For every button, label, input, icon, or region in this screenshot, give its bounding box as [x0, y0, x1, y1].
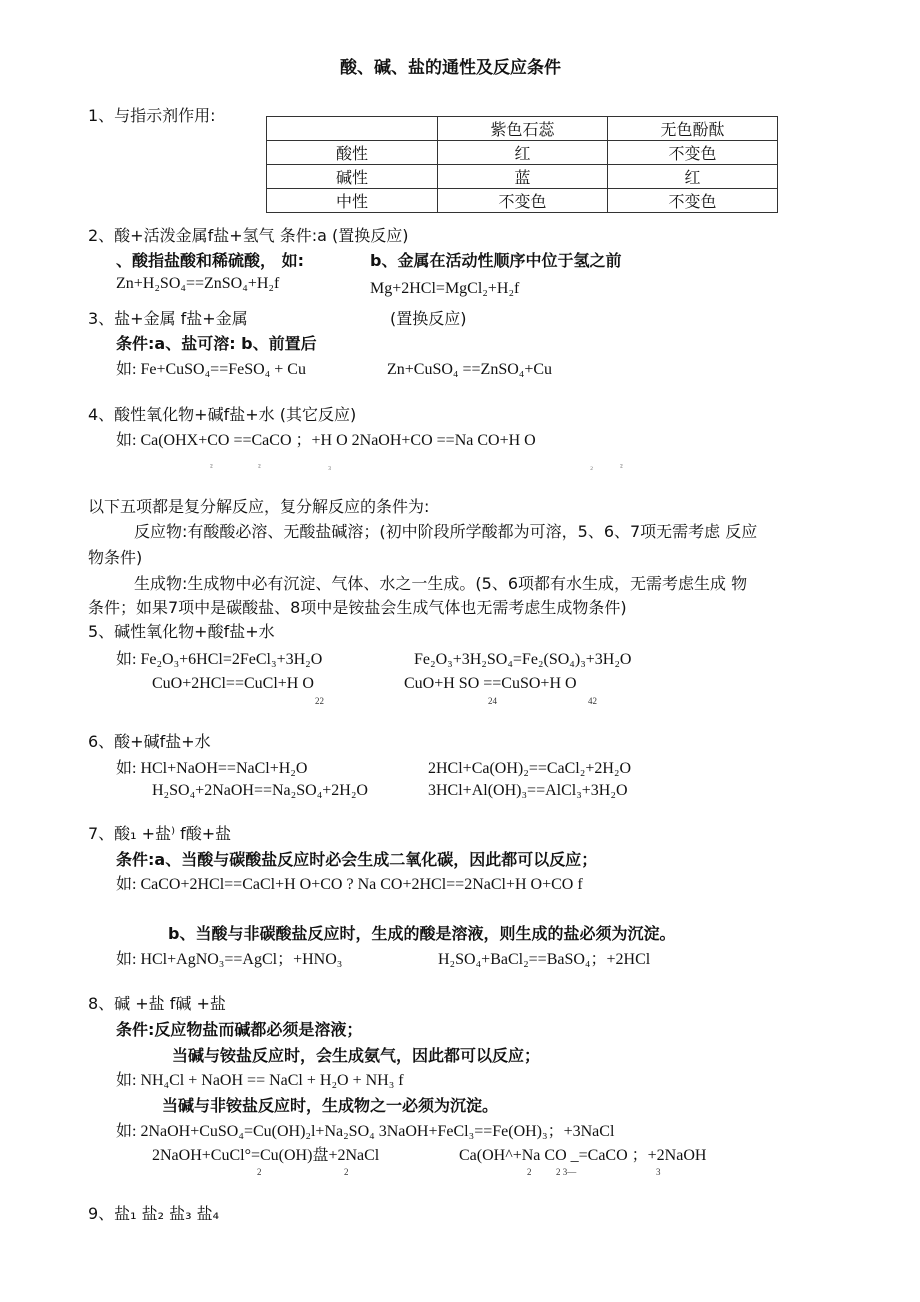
subscript-mark: 2 3— [556, 1167, 577, 1177]
section-6-equation-4: 3HCl+Al(OH)₃==AlCl₃+3H₂O [428, 782, 628, 799]
section-3-equation-1: 如: Fe+CuSO₄==FeSO₄ + Cu [116, 361, 306, 378]
subscript-mark: 22 [315, 696, 324, 706]
table-cell: 蓝 [438, 165, 608, 189]
section-2-condition-a: 、酸指盐酸和稀硫酸， 如: [116, 251, 304, 270]
subscript-mark: 3 [656, 1167, 661, 1177]
intro-line-5: 条件；如果7项中是碳酸盐、8项中是铵盐会生成气体也无需考虑生成物条件) [88, 598, 627, 617]
indicator-table [266, 116, 778, 213]
section-2-heading: 2、酸+活泼金属f盐+氢气 条件:a (置换反应) [88, 226, 409, 245]
table-cell: 无色酚酞 [608, 117, 778, 141]
section-8-condition-1: 条件:反应物盐而碱都必须是溶液； [116, 1020, 363, 1039]
section-9-heading: 9、盐₁ 盐₂ 盐₃ 盐₄ [88, 1204, 220, 1223]
section-3-condition: 条件:a、盐可溶: b、前置后 [116, 334, 317, 353]
section-4-heading: 4、酸性氧化物+碱f盐+水 (其它反应) [88, 405, 357, 424]
section-5-equation-4: CuO+H SO ==CuSO+H O [404, 675, 577, 692]
table-header-row [267, 117, 778, 141]
table-cell: 红 [438, 141, 608, 165]
intro-line-2: 反应物:有酸酸必溶、无酸盐碱溶；(初中阶段所学酸都为可溶，5、6、7项无需考虑 反应 [134, 522, 758, 541]
section-2-equation-2: Mg+2HCl=MgCl₂+H₂f [370, 280, 520, 297]
section-7-condition-a: 条件:a、当酸与碳酸盐反应时必会生成二氧化碳，因此都可以反应； [116, 850, 598, 869]
section-8-heading: 8、碱 +盐 f碱 +盐 [88, 994, 226, 1013]
table-cell: 中性 [267, 189, 438, 213]
section-6-heading: 6、酸+碱f盐+水 [88, 732, 211, 751]
section-3-heading: 3、盐+金属 f盐+金属 [88, 309, 248, 328]
section-6-equation-3: H₂SO₄+2NaOH==Na₂SO₄+2H₂O [152, 782, 368, 799]
subscript-mark: ₂ [590, 460, 594, 470]
section-8-equation-3: 2NaOH+CuCl°=Cu(OH)盘+2NaCl [152, 1147, 380, 1164]
section-7-equation-1: 如: CaCO+2HCl==CaCl+H O+CO ? Na CO+2HCl==2NaCl+H O+CO f [116, 876, 583, 893]
section-7-heading: 7、酸₁ +盐⁾ f酸+盐 [88, 824, 232, 843]
section-5-equation-1: 如: Fe₂O₃+6HCl=2FeCl₃+3H₂O [116, 651, 323, 668]
subscript-mark: ₃ [328, 460, 332, 470]
subscript-mark: 42 [588, 696, 597, 706]
section-3-equation-2: Zn+CuSO₄ ==ZnSO₄+Cu [387, 361, 553, 378]
section-5-heading: 5、碱性氧化物+酸f盐+水 [88, 622, 275, 641]
table-cell: 红 [608, 165, 778, 189]
section-6-equation-2: 2HCl+Ca(OH)₂==CaCl₂+2H₂O [428, 760, 632, 777]
subscript-mark: ² [620, 462, 623, 472]
section-4-equation: 如: Ca(OHX+CO ==CaCO ；+H O 2NaOH+CO ==Na CO+H O [116, 432, 536, 449]
section-2-equation-1: Zn+H₂SO₄==ZnSO₄+H₂f [116, 275, 280, 292]
section-7-equation-3: H₂SO₄+BaCl₂==BaSO₄；+2HCl [438, 951, 651, 968]
section-5-equation-3: CuO+2HCl==CuCl+H O [152, 675, 314, 692]
subscript-mark: 2 [257, 1167, 262, 1177]
table-row [267, 141, 778, 165]
intro-line-4: 生成物:生成物中必有沉淀、气体、水之一生成。(5、6项都有水生成，无需考虑生成 物 [134, 574, 748, 593]
section-1-heading: 1、与指示剂作用: [88, 106, 216, 125]
subscript-mark: 2 [344, 1167, 349, 1177]
section-7-condition-b: b、当酸与非碳酸盐反应时，生成的酸是溶液，则生成的盐必须为沉淀。 [168, 924, 676, 943]
table-cell: 不变色 [438, 189, 608, 213]
intro-line-1: 以下五项都是复分解反应，复分解反应的条件为: [88, 497, 430, 516]
section-5-equation-2: Fe₂O₃+3H₂SO₄=Fe₂(SO₄)₃+3H₂O [414, 651, 632, 668]
table-cell: 不变色 [608, 141, 778, 165]
table-cell [267, 117, 438, 141]
table-cell: 紫色石蕊 [438, 117, 608, 141]
table-cell: 碱性 [267, 165, 438, 189]
section-6-equation-1: 如: HCl+NaOH==NaCl+H₂O [116, 760, 308, 777]
table-row [267, 165, 778, 189]
section-3-type: (置换反应) [390, 309, 467, 328]
section-8-equation-1: 如: NH₄Cl + NaOH == NaCl + H₂O + NH₃ f [116, 1072, 404, 1089]
table-row [267, 189, 778, 213]
section-7-equation-2: 如: HCl+AgNO₃==AgCl；+HNO₃ [116, 951, 343, 968]
table-cell: 不变色 [608, 189, 778, 213]
section-2-condition-b: b、金属在活动性顺序中位于氢之前 [370, 251, 622, 270]
section-8-condition-3: 当碱与非铵盐反应时，生成物之一必须为沉淀。 [162, 1096, 499, 1115]
table-cell: 酸性 [267, 141, 438, 165]
intro-line-3: 物条件) [88, 548, 143, 567]
subscript-mark: ² [258, 462, 261, 472]
section-8-equation-4: Ca(OH^+Na CO _=CaCO ；+2NaOH [459, 1147, 707, 1164]
section-8-condition-2: 当碱与铵盐反应时，会生成氨气，因此都可以反应； [172, 1046, 541, 1065]
subscript-mark: ² [210, 462, 213, 472]
subscript-mark: 2 [527, 1167, 532, 1177]
page-title: 酸、碱、盐的通性及反应条件 [340, 58, 561, 78]
section-8-equation-2: 如: 2NaOH+CuSO₄=Cu(OH)₂l+Na₂SO₄ 3NaOH+FeCl₃==Fe(OH)₃；+3NaCl [116, 1123, 615, 1140]
subscript-mark: 24 [488, 696, 497, 706]
